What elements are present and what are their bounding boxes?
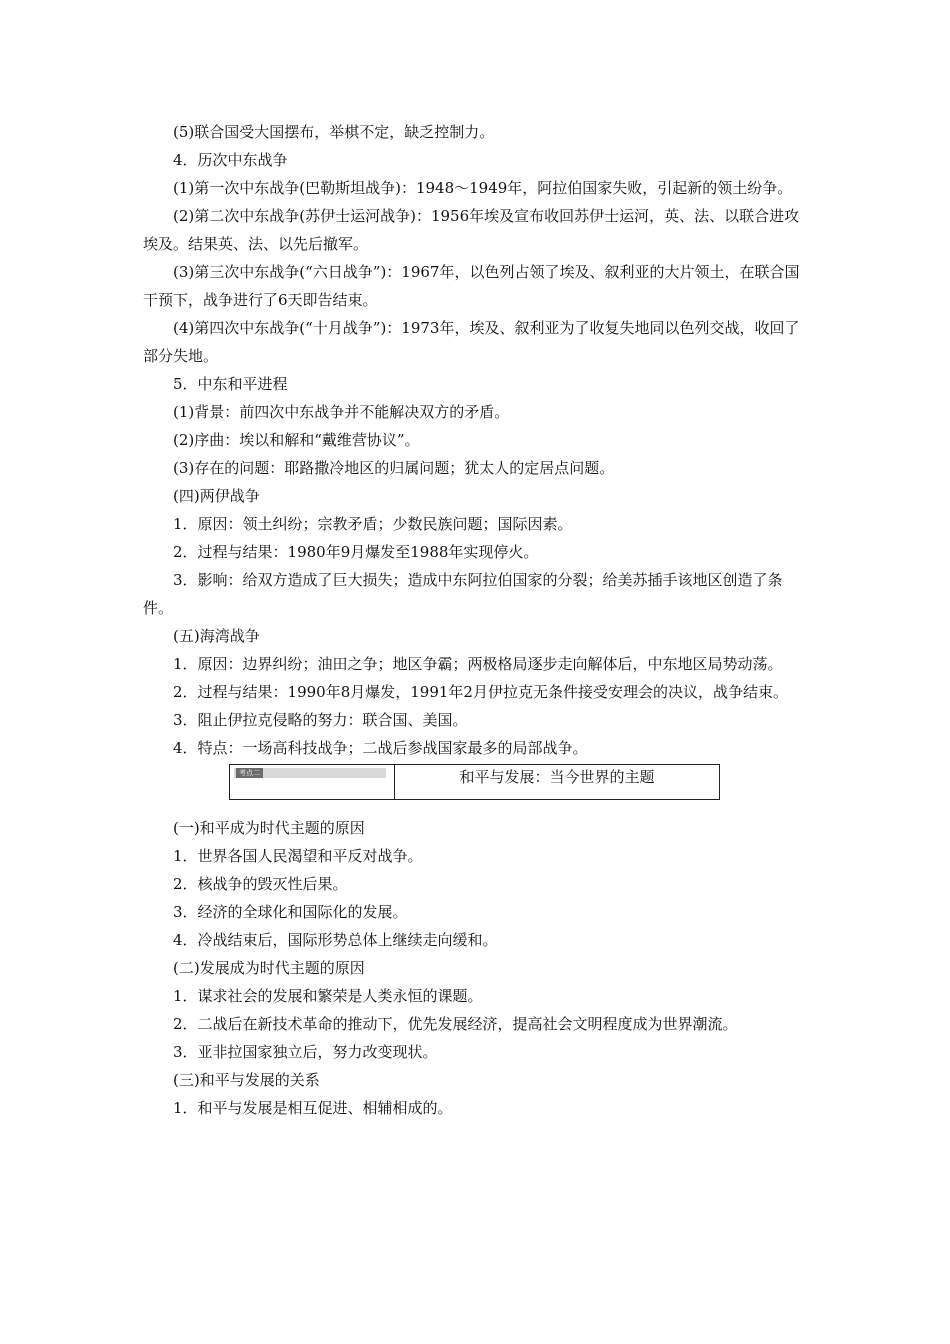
paragraph: 3．经济的全球化和国际化的发展。 — [173, 903, 408, 921]
paragraph: 2．核战争的毁灭性后果。 — [173, 875, 348, 893]
topic-title: 和平与发展：当今世界的主题 — [459, 768, 655, 786]
paragraph: 4．冷战结束后，国际形势总体上继续走向缓和。 — [173, 931, 498, 949]
paragraph: (1)背景：前四次中东战争并不能解决双方的矛盾。 — [173, 403, 510, 421]
paragraph: (3)存在的问题：耶路撒冷地区的归属问题；犹太人的定居点问题。 — [173, 459, 615, 477]
paragraph: 1．谋求社会的发展和繁荣是人类永恒的课题。 — [173, 987, 483, 1005]
paragraph: 1．世界各国人民渴望和平反对战争。 — [173, 847, 423, 865]
paragraph: 2．二战后在新技术革命的推动下，优先发展经济，提高社会文明程度成为世界潮流。 — [173, 1015, 738, 1033]
paragraph: (5)联合国受大国摆布，举棋不定，缺乏控制力。 — [173, 123, 495, 141]
paragraph: (3)第三次中东战争(“六日战争”)：1967年，以色列占领了埃及、叙利亚的大片领土，在联合国干预下，战争进行了6天即告结束。 — [143, 263, 800, 309]
paragraph: (一)和平成为时代主题的原因 — [173, 819, 365, 837]
paragraph: (四)两伊战争 — [173, 487, 260, 505]
paragraph: (1)第一次中东战争(巴勒斯坦战争)：1948～1949年，阿拉伯国家失败，引起新的领土纷争。 — [173, 179, 793, 197]
paragraph: (五)海湾战争 — [173, 627, 260, 645]
paragraph: 2．过程与结果：1980年9月爆发至1988年实现停火。 — [173, 543, 539, 561]
paragraph: 2．过程与结果：1990年8月爆发，1991年2月伊拉克无条件接受安理会的决议，战争结束。 — [173, 683, 788, 701]
paragraph: (4)第四次中东战争(“十月战争”)：1973年，埃及、叙利亚为了收复失地同以色列交战，收回了部分失地。 — [143, 319, 800, 365]
document-page — [143, 118, 810, 1122]
topic-banner — [229, 764, 720, 800]
paragraph: 1．和平与发展是相互促进、相辅相成的。 — [173, 1099, 453, 1117]
tag-bar — [234, 768, 386, 778]
paragraph: 5．中东和平进程 — [173, 375, 288, 393]
paragraph: 3．影响：给双方造成了巨大损失；造成中东阿拉伯国家的分裂；给美苏插手该地区创造了条件。 — [143, 571, 783, 617]
paragraph: 4．特点：一场高科技战争；二战后参战国家最多的局部战争。 — [173, 739, 588, 757]
paragraph: (二)发展成为时代主题的原因 — [173, 959, 365, 977]
paragraph: 1．原因：领土纠纷；宗教矛盾；少数民族问题；国际因素。 — [173, 515, 573, 533]
section-middle-east-wars — [143, 118, 810, 762]
topic-tag: 考点二 — [236, 768, 263, 778]
paragraph: (2)序曲：埃以和解和“戴维营协议”。 — [173, 431, 420, 449]
paragraph: 4．历次中东战争 — [173, 151, 288, 169]
paragraph: 3．亚非拉国家独立后，努力改变现状。 — [173, 1043, 438, 1061]
banner-tag-cell — [230, 765, 395, 799]
paragraph: (2)第二次中东战争(苏伊士运河战争)：1956年埃及宣布收回苏伊士运河，英、法、以联合进攻埃及。结果英、法、以先后撤军。 — [143, 207, 800, 253]
section-peace-development — [143, 814, 810, 1122]
paragraph: 3．阻止伊拉克侵略的努力：联合国、美国。 — [173, 711, 468, 729]
paragraph: 1．原因：边界纠纷；油田之争；地区争霸；两极格局逐步走向解体后，中东地区局势动荡。 — [173, 655, 783, 673]
paragraph: (三)和平与发展的关系 — [173, 1071, 320, 1089]
